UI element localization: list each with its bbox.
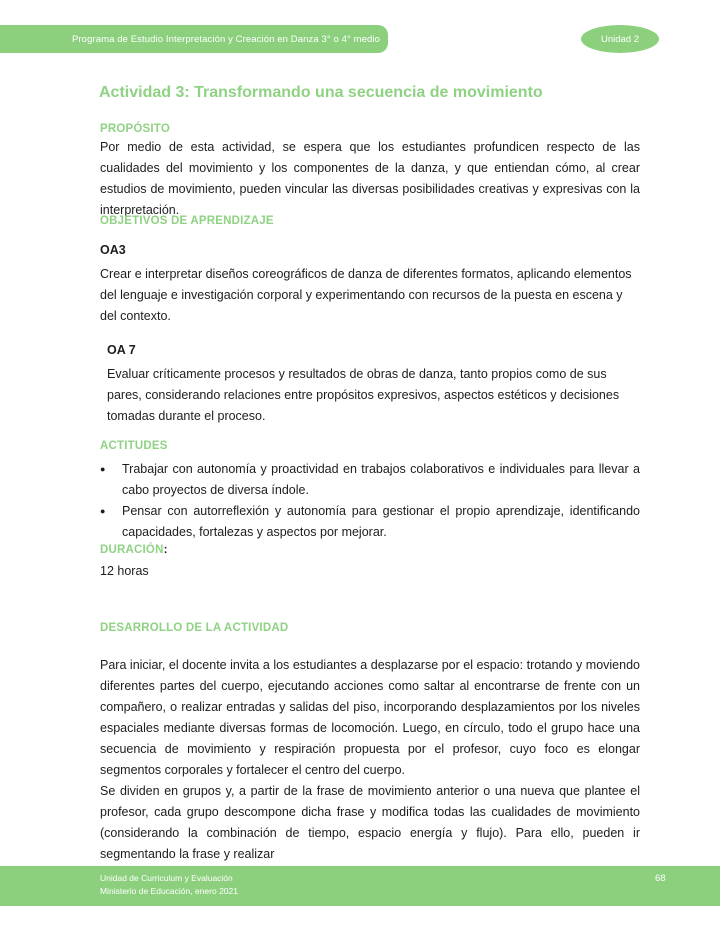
footer-credits xyxy=(100,872,238,898)
list-item xyxy=(100,501,640,543)
duracion-heading xyxy=(100,544,167,556)
duracion-colon: : xyxy=(163,544,168,556)
desarrollo-heading: DESARROLLO DE LA ACTIVIDAD xyxy=(100,622,289,634)
unit-badge-label: Unidad 2 xyxy=(600,33,640,45)
bullet-icon: ● xyxy=(100,506,106,516)
duracion-value: 12 horas xyxy=(100,564,149,578)
proposito-body: Por medio de esta actividad, se espera que los estudiantes profundicen respecto de las cualidades del movimiento y los componentes de la danza, y que entiendan cómo, al crear estudios de movimiento, pueden vincular las diversas posibilidades creativas y expresivas con la interpretación. xyxy=(100,140,640,217)
duracion-label: DURACIÓN xyxy=(100,544,164,556)
activity-title: Actividad 3: Transformando una secuencia de movimiento xyxy=(99,84,543,101)
bullet-icon: ● xyxy=(100,464,106,474)
footer-bar xyxy=(0,866,720,906)
unit-badge xyxy=(581,25,659,53)
bullet-text: Pensar con autorreflexión y autonomía para gestionar el propio aprendizaje, identificando capacidades, fortalezas y aspectos por mejorar. xyxy=(122,504,640,539)
footer-line2: Ministerio de Educación, enero 2021 xyxy=(100,886,238,896)
desarrollo-paragraph-2: Se dividen en grupos y, a partir de la frase de movimiento anterior o una nueva que plantee el profesor, cada grupo descompone dicha frase y modifica todas las cualidades de movimiento (considerando la combinación de tiempo, espacio energía y flujo). Para ello, pueden ir segmentando la frase y realizar xyxy=(100,784,640,861)
oa3-body: Crear e interpretar diseños coreográficos de danza de diferentes formatos, aplicando elementos del lenguaje e investigación corporal y experimentando con recursos de la puesta en escena y del contexto. xyxy=(100,267,632,323)
objetivos-heading: OBJETIVOS DE APRENDIZAJE xyxy=(100,215,274,227)
proposito-heading: PROPÓSITO xyxy=(100,123,170,135)
actitudes-bullet-list xyxy=(100,459,640,543)
bullet-text: Trabajar con autonomía y proactividad en trabajos colaborativos e individuales para llevar a cabo proyectos de diversa índole. xyxy=(122,462,640,497)
actitudes-heading: ACTITUDES xyxy=(100,440,168,452)
program-header-label: Programa de Estudio Interpretación y Creación en Danza 3° o 4° medio xyxy=(71,33,380,45)
page-number: 68 xyxy=(655,873,666,884)
list-item xyxy=(100,459,640,501)
oa3-label: OA3 xyxy=(100,243,126,257)
footer-line1: Unidad de Curriculum y Evaluación xyxy=(100,873,233,883)
program-header-bar xyxy=(0,25,388,53)
oa7-body: Evaluar críticamente procesos y resultados de obras de danza, tanto propios como de sus pares, considerando relaciones entre propósitos expresivos, aspectos estéticos y decisiones tomadas durante el proceso. xyxy=(107,367,620,423)
oa7-label: OA 7 xyxy=(107,343,136,357)
desarrollo-paragraph-1: Para iniciar, el docente invita a los estudiantes a desplazarse por el espacio: trotando y moviendo diferentes partes del cuerpo, ejecutando acciones como saltar al encontrarse de frente con un compañero, o realizar entradas y salidas del piso, incorporando desplazamientos por los niveles espaciales mediante diversas formas de locomoción. Luego, en círculo, todo el grupo hace una secuencia de movimiento y respiración propuesta por el profesor, cuyo foco es elongar segmentos corporales y fortalecer el centro del cuerpo. xyxy=(100,658,640,777)
